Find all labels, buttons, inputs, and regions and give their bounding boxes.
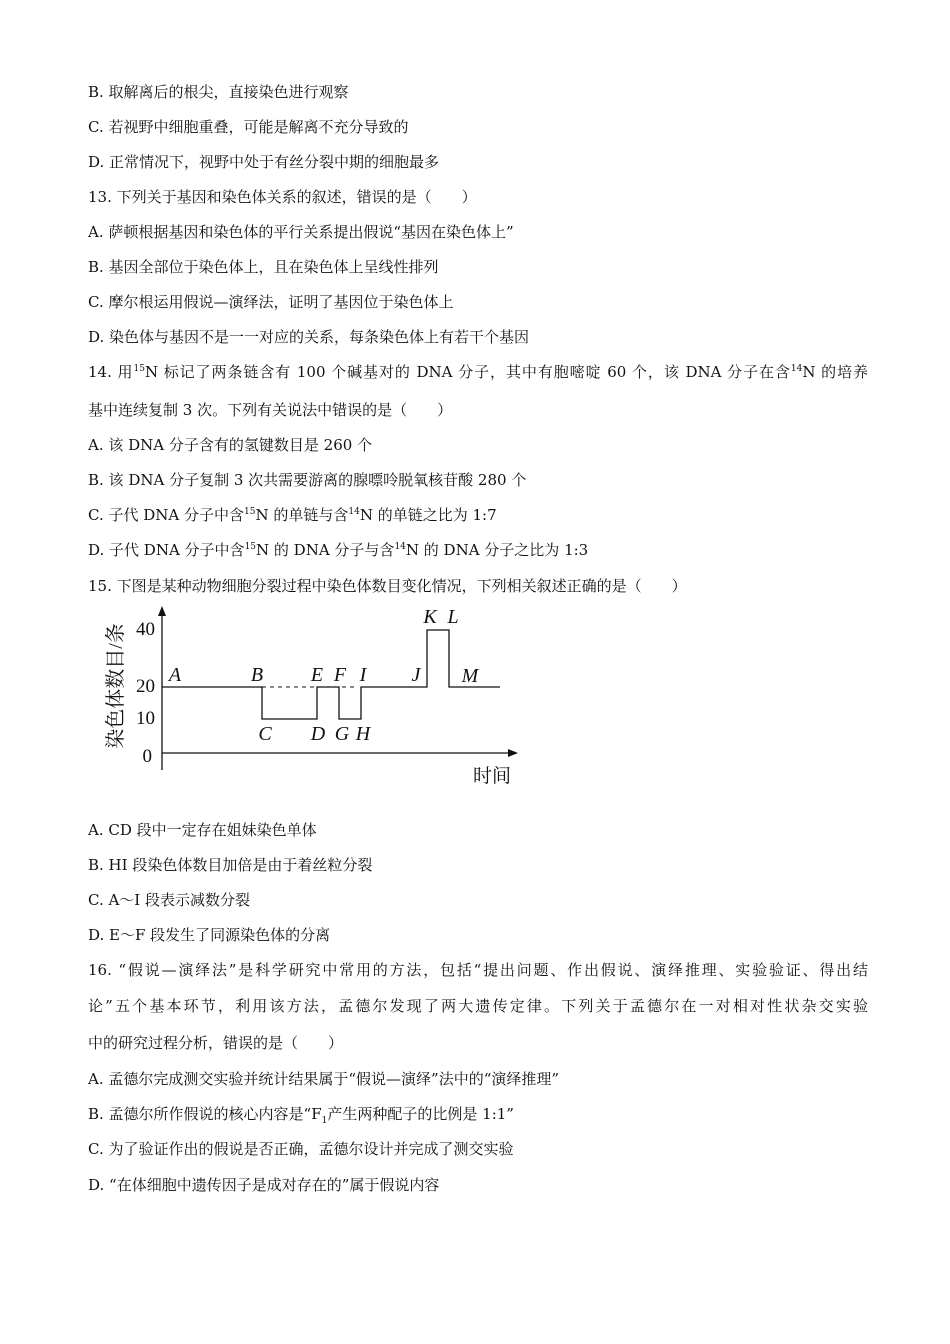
point-label-f: F xyxy=(333,664,347,686)
q14-option-c: C. 子代 DNA 分子中含$^{15}$N 的单链与含$^{14}$N 的单链之比为 1:7 xyxy=(88,506,497,524)
point-label-m: M xyxy=(461,665,479,687)
q14-stem-line1: 14. 用$^{15}$N 标记了两条链含有 100 个碱基对的 DNA 分子，其中有胞嘧啶 60 个，该 DNA 分子在含$^{14}$N 的培养 xyxy=(88,363,869,381)
point-label-h: H xyxy=(355,723,371,745)
q15-option-c: C. A～I 段表示减数分裂 xyxy=(88,891,251,909)
q16-option-b: B. 孟德尔所作假说的核心内容是“$F_1$产生两种配子的比例是 1:1” xyxy=(88,1105,514,1126)
q14-option-a: A. 该 DNA 分子含有的氢键数目是 260 个 xyxy=(88,436,373,454)
q13-stem: 13. 下列关于基因和染色体关系的叙述，错误的是（ ） xyxy=(88,188,477,206)
q14-stem-line2: 基中连续复制 3 次。下列有关说法中错误的是（ ） xyxy=(88,401,453,419)
y-axis-arrow xyxy=(158,606,166,616)
q13-option-b: B. 基因全部位于染色体上，且在染色体上呈线性排列 xyxy=(88,258,439,276)
q16-option-a: A. 孟德尔完成测交实验并统计结果属于“假说—演绎”法中的“演绎推理” xyxy=(88,1070,560,1088)
q14-option-b: B. 该 DNA 分子复制 3 次共需要游离的腺嘌呤脱氧核苷酸 280 个 xyxy=(88,471,527,489)
point-label-l: L xyxy=(447,606,459,628)
q12-option-c: C. 若视野中细胞重叠，可能是解离不充分导致的 xyxy=(88,118,409,136)
q13-option-a: A. 萨顿根据基因和染色体的平行关系提出假说“基因在染色体上” xyxy=(88,223,514,241)
q15-option-b: B. HI 段染色体数目加倍是由于着丝粒分裂 xyxy=(88,856,373,874)
q13-option-c: C. 摩尔根运用假说—演绎法，证明了基因位于染色体上 xyxy=(88,293,454,311)
q15-stem: 15. 下图是某种动物细胞分裂过程中染色体数目变化情况，下列相关叙述正确的是（ ） xyxy=(88,577,687,595)
q15-option-a: A. CD 段中一定存在姐妹染色单体 xyxy=(88,821,317,839)
point-label-a: A xyxy=(168,664,182,686)
y-tick-20: 20 xyxy=(136,676,155,697)
point-label-e: E xyxy=(310,664,324,686)
q15-option-d: D. E～F 段发生了同源染色体的分离 xyxy=(88,926,331,944)
q16-stem-line3: 中的研究过程分析，错误的是（ ） xyxy=(88,1034,344,1052)
point-label-i: I xyxy=(359,664,367,686)
y-tick-40: 40 xyxy=(136,619,155,640)
point-label-c: C xyxy=(258,723,272,745)
x-axis-label: 时间 xyxy=(472,766,512,787)
q12-option-b: B. 取解离后的根尖，直接染色进行观察 xyxy=(88,83,349,101)
y-axis-label: 染色体数目/条 xyxy=(105,623,127,749)
q14-option-d: D. 子代 DNA 分子中含$^{15}$N 的 DNA 分子与含$^{14}$N 的 DNA 分子之比为 1:3 xyxy=(88,541,589,559)
y-tick-10: 10 xyxy=(136,708,155,729)
point-label-g: G xyxy=(334,723,350,745)
point-label-b: B xyxy=(250,664,264,686)
q16-stem-line1: 16. “假说—演绎法”是科学研究中常用的方法，包括“提出问题、作出假说、演绎推理、实验验证、得出结 xyxy=(88,961,868,979)
y-tick-0: 0 xyxy=(142,746,152,767)
chromosome-count-line xyxy=(162,630,500,719)
q16-option-d: D. “在体细胞中遗传因子是成对存在的”属于假说内容 xyxy=(88,1176,440,1194)
q16-stem-line2: 论”五个基本环节，利用该方法，孟德尔发现了两大遗传定律。下列关于孟德尔在一对相对性状杂交实验 xyxy=(88,997,868,1015)
point-label-j: J xyxy=(411,664,421,686)
q16-option-c: C. 为了验证作出的假说是否正确，孟德尔设计并完成了测交实验 xyxy=(88,1140,514,1158)
x-axis-arrow xyxy=(508,749,518,757)
point-label-k: K xyxy=(423,606,437,628)
chromosome-count-chart xyxy=(100,600,530,790)
q13-option-d: D. 染色体与基因不是一一对应的关系，每条染色体上有若干个基因 xyxy=(88,328,530,346)
q12-option-d: D. 正常情况下，视野中处于有丝分裂中期的细胞最多 xyxy=(88,153,440,171)
point-label-d: D xyxy=(310,723,326,745)
